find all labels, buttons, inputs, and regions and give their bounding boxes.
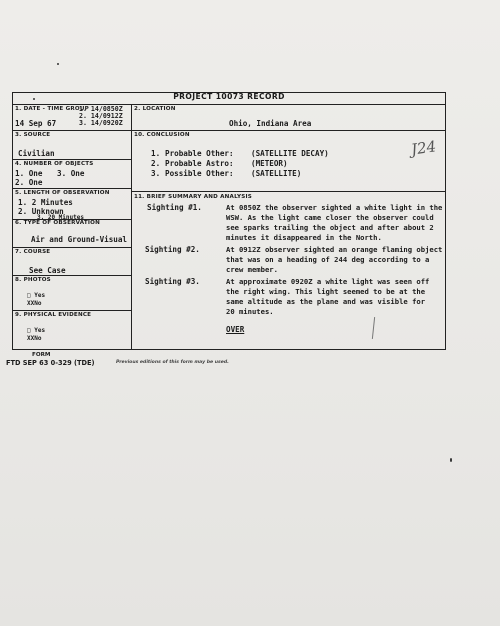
course-value: See Case [29, 266, 66, 275]
conclusion-1-kind: Probable Other: [165, 149, 234, 158]
sighting-1-line: see sparks trailing the object and after about 2 [226, 223, 434, 232]
sighting-2-tag: Sighting #2. [145, 245, 200, 254]
row-divider [13, 130, 445, 131]
length-2: 2. Unknown [18, 207, 64, 216]
objects-1: 1. One [15, 169, 43, 178]
type-observation-label: 6. TYPE OF OBSERVATION [15, 220, 100, 226]
sighting-1-line: WSW. As the light came closer the observer could [226, 213, 434, 222]
time-3: 3. 14/0920Z [79, 119, 123, 127]
conclusion-label: 10. CONCLUSION [134, 132, 190, 138]
course-label: 7. COURSE [15, 249, 51, 255]
evidence-no: XXNo [27, 335, 42, 342]
conclusion-1-num: 1. [151, 149, 161, 158]
divider [13, 159, 131, 160]
speck [57, 63, 59, 65]
form-label: FORM [32, 352, 51, 358]
form-title: PROJECT 10073 RECORD [173, 92, 285, 101]
type-observation-value: Air and Ground-Visual [31, 235, 128, 244]
sighting-1-line: minutes it disappeared in the North. [226, 233, 382, 242]
conclusion-3-value: (SATELLITE) [251, 169, 302, 178]
time-2: 2. 14/0912Z [79, 112, 123, 120]
sighting-2-line: that was on a heading of 244 deg according to a [226, 255, 430, 264]
divider [13, 188, 131, 189]
sighting-3-line: the right wing. This light seemed to be at the [226, 287, 426, 296]
source-label: 3. SOURCE [15, 132, 51, 138]
speck [450, 458, 452, 462]
summary-label: 11. BRIEF SUMMARY AND ANALYSIS [134, 194, 252, 200]
conclusion-3-kind: Possible Other: [165, 169, 234, 178]
conclusion-3-num: 3. [151, 169, 161, 178]
location-label: 2. LOCATION [134, 106, 176, 112]
physical-evidence-label: 9. PHYSICAL EVIDENCE [15, 312, 92, 318]
conclusion-2-kind: Probable Astro: [165, 159, 234, 168]
form-number: FTD SEP 63 0-329 (TDE) [6, 359, 95, 367]
photos-label: 8. PHOTOS [15, 277, 51, 283]
photos-no: XXNo [27, 300, 42, 307]
divider [13, 310, 131, 311]
handwritten-mark: J24 [409, 137, 438, 159]
over-link[interactable]: OVER [226, 325, 245, 334]
project-record-form [12, 92, 446, 350]
sighting-3-line: same altitude as the plane and was visible for [226, 297, 426, 306]
sighting-1-tag: Sighting #1. [147, 203, 202, 212]
length-observation-label: 5. LENGTH OF OBSERVATION [15, 190, 110, 196]
time-1: 1. 14/0850Z [79, 105, 123, 113]
divider [13, 247, 131, 248]
source-value: Civilian [18, 149, 55, 158]
date-value: 14 Sep 67 [15, 119, 57, 128]
objects-3: 3. One [57, 169, 85, 178]
divider [13, 275, 131, 276]
title-divider [13, 104, 445, 105]
conclusion-2-value: (METEOR) [251, 159, 288, 168]
sighting-2-line: crew member. [226, 265, 278, 274]
objects-2: 2. One [15, 178, 43, 187]
number-objects-label: 4. NUMBER OF OBJECTS [15, 161, 94, 167]
form-notice: Previous editions of this form may be used. [116, 360, 229, 365]
sighting-3-line: At approximate 0920Z a white light was seen off [226, 277, 430, 286]
pen-stroke [372, 317, 375, 339]
evidence-yes: □ Yes [27, 327, 46, 334]
photos-yes: □ Yes [27, 292, 46, 299]
sighting-1-line: At 0850Z the observer sighted a white light in the [226, 203, 443, 212]
location-value: Ohio, Indiana Area [229, 119, 312, 128]
sighting-3-line: 20 minutes. [226, 307, 274, 316]
sighting-2-line: At 0912Z observer sighted an orange flaming object [226, 245, 443, 254]
conclusion-1-value: (SATELLITE DECAY) [251, 149, 329, 158]
column-divider [131, 104, 132, 350]
conclusion-2-num: 2. [151, 159, 161, 168]
divider [131, 191, 445, 192]
sighting-3-tag: Sighting #3. [145, 277, 200, 286]
length-3-partial: 3. 20 Minutes [37, 214, 84, 221]
length-1: 1. 2 Minutes [18, 198, 73, 207]
date-time-label: 1. DATE - TIME GROUP [15, 106, 89, 112]
